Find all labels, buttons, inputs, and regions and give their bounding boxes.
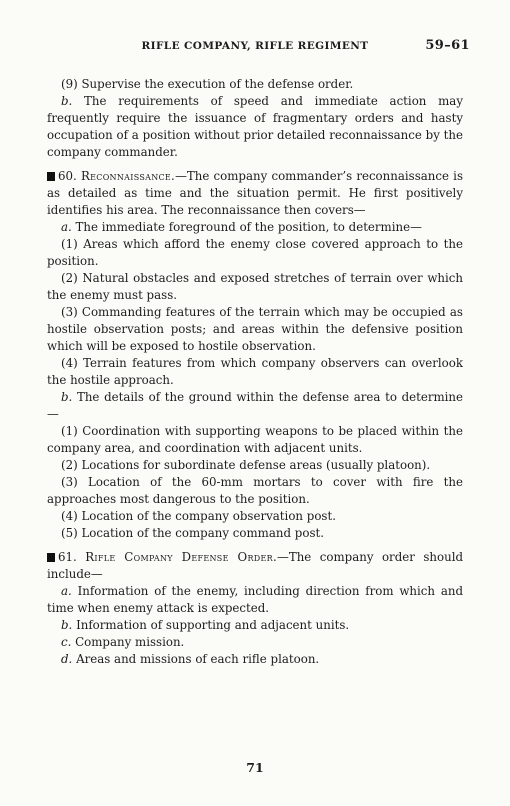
section-bullet-icon	[47, 553, 55, 562]
subparagraph-label: a.	[61, 220, 72, 234]
list-item-60a-4: (4) Terrain features from which company observers can overlook the hostile approach.	[47, 356, 463, 387]
section-heading: Reconnaissance.	[80, 169, 176, 183]
list-item-60a-1: (1) Areas which afford the enemy close covered approach to the position.	[47, 237, 463, 268]
paragraph-text: Areas and missions of each rifle platoon.	[76, 652, 320, 666]
subparagraph-label: c.	[61, 635, 72, 649]
list-item-60a-3: (3) Commanding features of the terrain which may be occupied as hostile observation posts; and areas within the defensive position which will be exposed to hostile observation.	[47, 305, 463, 353]
paragraph-61d	[47, 651, 463, 668]
paragraph-60a	[47, 219, 463, 236]
subparagraph-label: a.	[61, 584, 72, 598]
paragraph-60b	[47, 389, 463, 423]
section-number: 60.	[58, 169, 77, 183]
list-item-60b-4: (4) Location of the company observation post.	[61, 509, 336, 523]
list-item-60a-2: (2) Natural obstacles and exposed stretches of terrain over which the enemy must pass.	[47, 271, 463, 302]
subparagraph-label: d.	[61, 652, 73, 666]
section-intro-text: The company commander’s reconnaissance is as detailed as time and the situation permit. He first positively identifies his area. The reconnaissance then covers—	[47, 169, 463, 217]
list-item-60b-3: (3) Location of the 60-mm mortars to cover with fire the approaches most dangerous to the position.	[47, 475, 463, 506]
paragraph-61a	[47, 583, 463, 617]
paragraph-text: Company mission.	[75, 635, 185, 649]
subparagraph-label: b.	[61, 94, 73, 108]
paragraph-59a-item-9: (9) Supervise the execution of the defense order.	[61, 77, 354, 91]
running-title: RIFLE COMPANY, RIFLE REGIMENT	[141, 40, 369, 52]
section-61-intro	[47, 549, 463, 583]
list-item-60b-2: (2) Locations for subordinate defense areas (usually platoon).	[61, 458, 431, 472]
paragraph-text: The details of the ground within the defense area to determine—	[47, 390, 464, 421]
paragraph-text: Information of supporting and adjacent units.	[76, 618, 350, 632]
list-item-60b-5: (5) Location of the company command post.	[61, 526, 324, 540]
section-60-intro	[47, 168, 463, 219]
paragraph-61c	[47, 634, 463, 651]
heading-dash: —	[175, 169, 187, 183]
section-range: 59–61	[425, 38, 470, 53]
section-bullet-icon	[47, 172, 55, 181]
paragraph-59b	[47, 93, 463, 161]
paragraph-text: The immediate foreground of the position, to determine—	[75, 220, 422, 234]
page-number: 71	[246, 760, 264, 775]
subparagraph-label: b.	[61, 390, 73, 404]
running-head	[40, 40, 470, 58]
heading-dash: —	[277, 550, 289, 564]
list-item-60b-1: (1) Coordination with supporting weapons to be placed within the company area, and coordination with adjacent units.	[47, 424, 463, 455]
section-number: 61.	[58, 550, 77, 564]
paragraph-text: The requirements of speed and immediate action may frequently require the issuance of fragmentary orders and hasty occupation of a position without prior detailed reconnaissance by the company commander.	[47, 94, 464, 159]
paragraph-61b	[47, 617, 463, 634]
section-intro-text: The company order should include—	[47, 550, 464, 581]
paragraph-text: Information of the enemy, including direction from which and time when enemy attack is expected.	[47, 584, 463, 615]
subparagraph-label: b.	[61, 618, 73, 632]
body-text	[47, 76, 463, 668]
section-heading: Rifle Company Defense Order.	[85, 550, 278, 564]
